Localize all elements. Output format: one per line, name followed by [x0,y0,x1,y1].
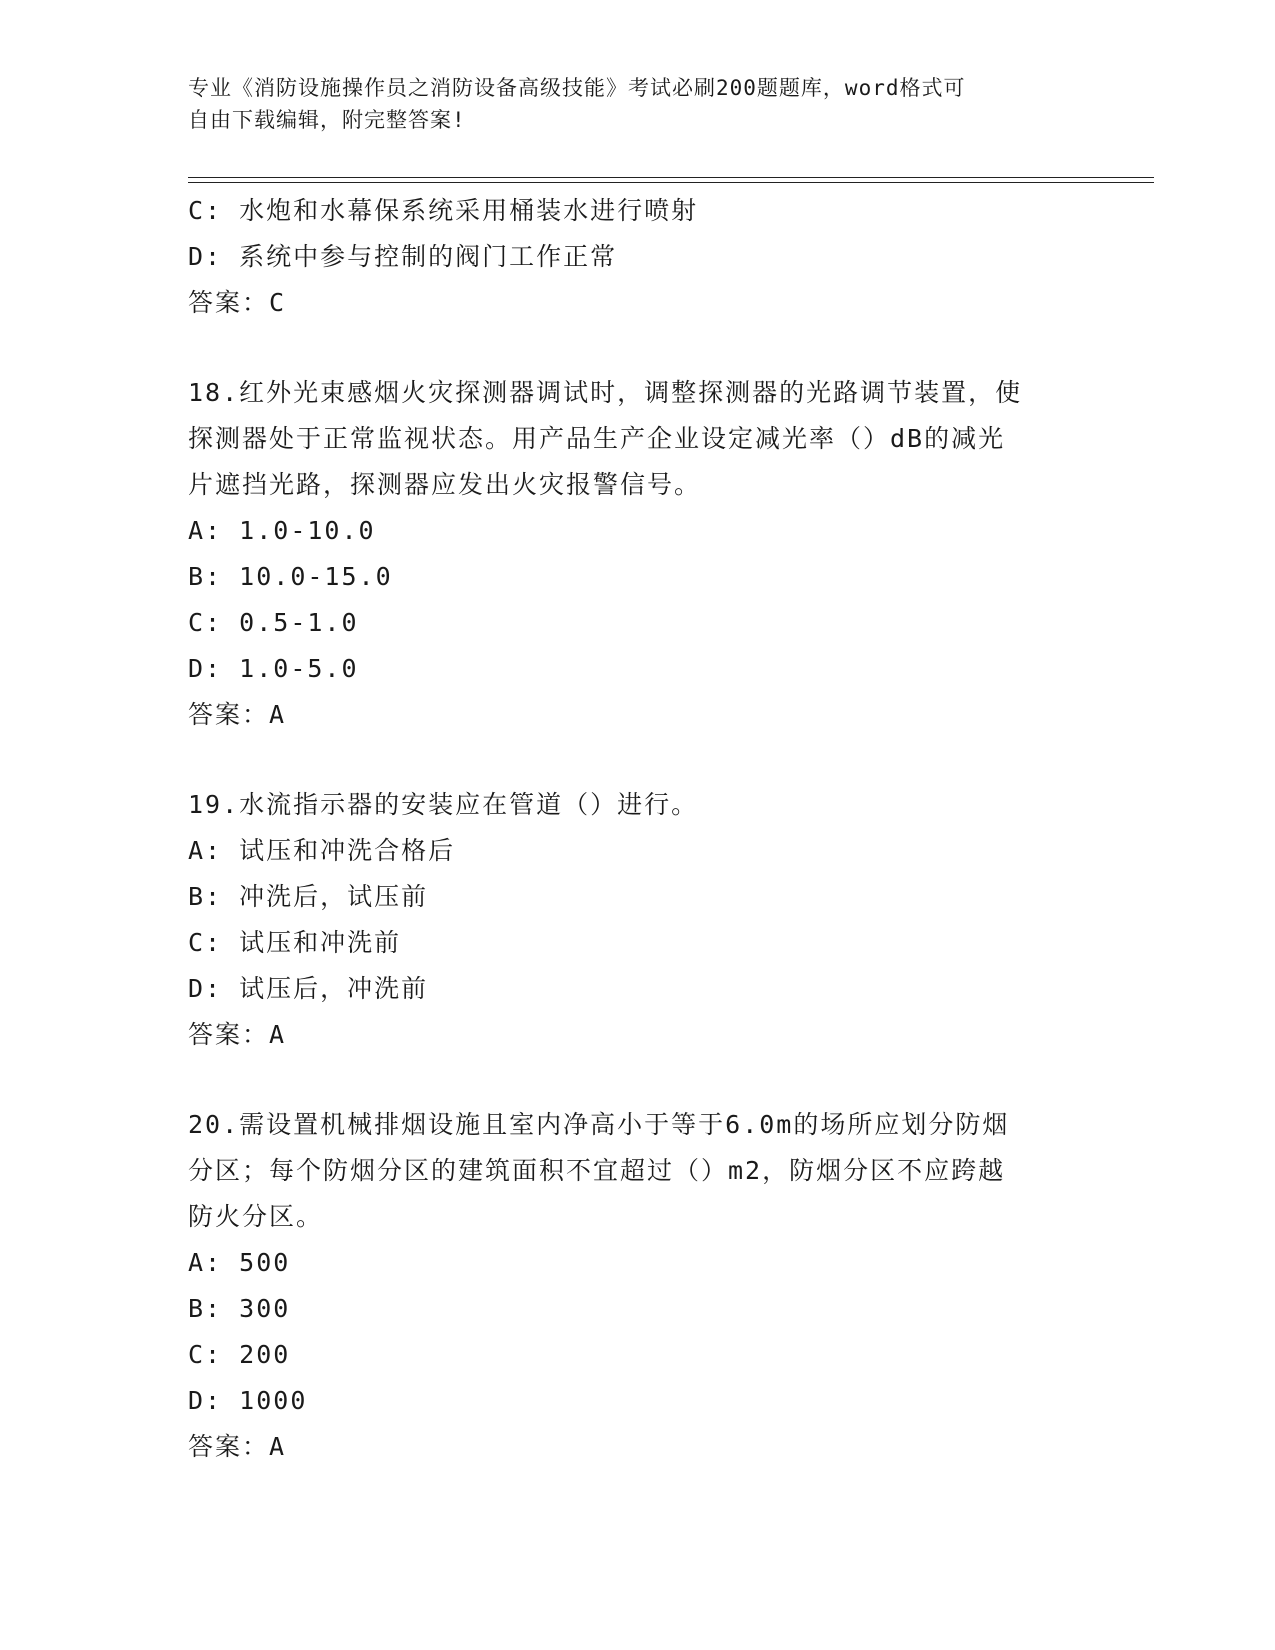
header-line-2: 自由下载编辑，附完整答案! [188,108,466,132]
option-letter: D: [188,974,223,1003]
answer-line [188,1424,1068,1470]
option-letter: A: [188,1248,223,1277]
option-letter: C: [188,928,223,957]
answer-label: 答案： [188,288,270,317]
question-fragment [188,188,1068,326]
option-text: 0.5-1.0 [239,608,359,637]
option-c [188,1332,1068,1378]
option-a [188,828,1068,874]
option-d [188,234,1068,280]
option-b [188,874,1068,920]
option-text: 200 [239,1340,291,1369]
header-line-1: 专业《消防设施操作员之消防设备高级技能》考试必刷200题题库，word格式可 [188,76,966,100]
answer-line [188,692,1068,738]
option-letter: D: [188,654,223,683]
question-stem-line: 20.需设置机械排烟设施且室内净高小于等于6.0m的场所应划分防烟 [188,1110,1010,1139]
answer-value: C [269,288,287,317]
answer-value: A [269,1020,287,1049]
spacer [188,1058,1068,1102]
option-d [188,646,1068,692]
document-header [188,72,1068,136]
option-text: 1.0-10.0 [239,516,376,545]
question-stem-line: 片遮挡光路，探测器应发出火灾报警信号。 [188,470,702,499]
answer-line [188,1012,1068,1058]
option-c [188,600,1068,646]
option-a [188,508,1068,554]
option-d [188,966,1068,1012]
option-letter: A: [188,516,223,545]
option-b [188,554,1068,600]
question-20 [188,1102,1068,1470]
option-text: 水炮和水幕保系统采用桶装水进行喷射 [239,196,699,225]
answer-value: A [269,1432,287,1461]
answer-label: 答案： [188,700,270,729]
question-18 [188,370,1068,738]
question-stem-line: 18.红外光束感烟火灾探测器调试时，调整探测器的光路调节装置，使 [188,378,1023,407]
answer-label: 答案： [188,1020,270,1049]
question-stem-line: 分区；每个防烟分区的建筑面积不宜超过（）m2，防烟分区不应跨越 [188,1156,1006,1185]
option-text: 冲洗后，试压前 [239,882,429,911]
option-letter: D: [188,1386,223,1415]
header-divider-bottom [188,182,1154,183]
option-letter: C: [188,608,223,637]
question-stem-line: 探测器处于正常监视状态。用产品生产企业设定减光率（）dB的减光 [188,424,1006,453]
option-text: 300 [239,1294,291,1323]
question-19 [188,782,1068,1058]
spacer [188,738,1068,782]
option-d [188,1378,1068,1424]
option-letter: D: [188,242,223,271]
question-stem-line: 19.水流指示器的安装应在管道（）进行。 [188,790,699,819]
document-body [188,188,1068,1470]
option-text: 10.0-15.0 [239,562,393,591]
option-b [188,1286,1068,1332]
option-text: 试压后，冲洗前 [239,974,429,1003]
answer-value: A [269,700,287,729]
option-c [188,920,1068,966]
spacer [188,326,1068,370]
option-text: 试压和冲洗合格后 [239,836,456,865]
option-text: 试压和冲洗前 [239,928,402,957]
answer-line [188,280,1068,326]
option-letter: A: [188,836,223,865]
option-a [188,1240,1068,1286]
option-text: 1000 [239,1386,308,1415]
option-letter: C: [188,196,223,225]
option-text: 1.0-5.0 [239,654,359,683]
option-letter: B: [188,562,223,591]
header-divider-top [188,177,1154,178]
option-letter: B: [188,882,223,911]
question-stem-line: 防火分区。 [188,1202,324,1231]
option-text: 500 [239,1248,291,1277]
option-letter: B: [188,1294,223,1323]
option-text: 系统中参与控制的阀门工作正常 [239,242,618,271]
answer-label: 答案： [188,1432,270,1461]
option-c [188,188,1068,234]
option-letter: C: [188,1340,223,1369]
